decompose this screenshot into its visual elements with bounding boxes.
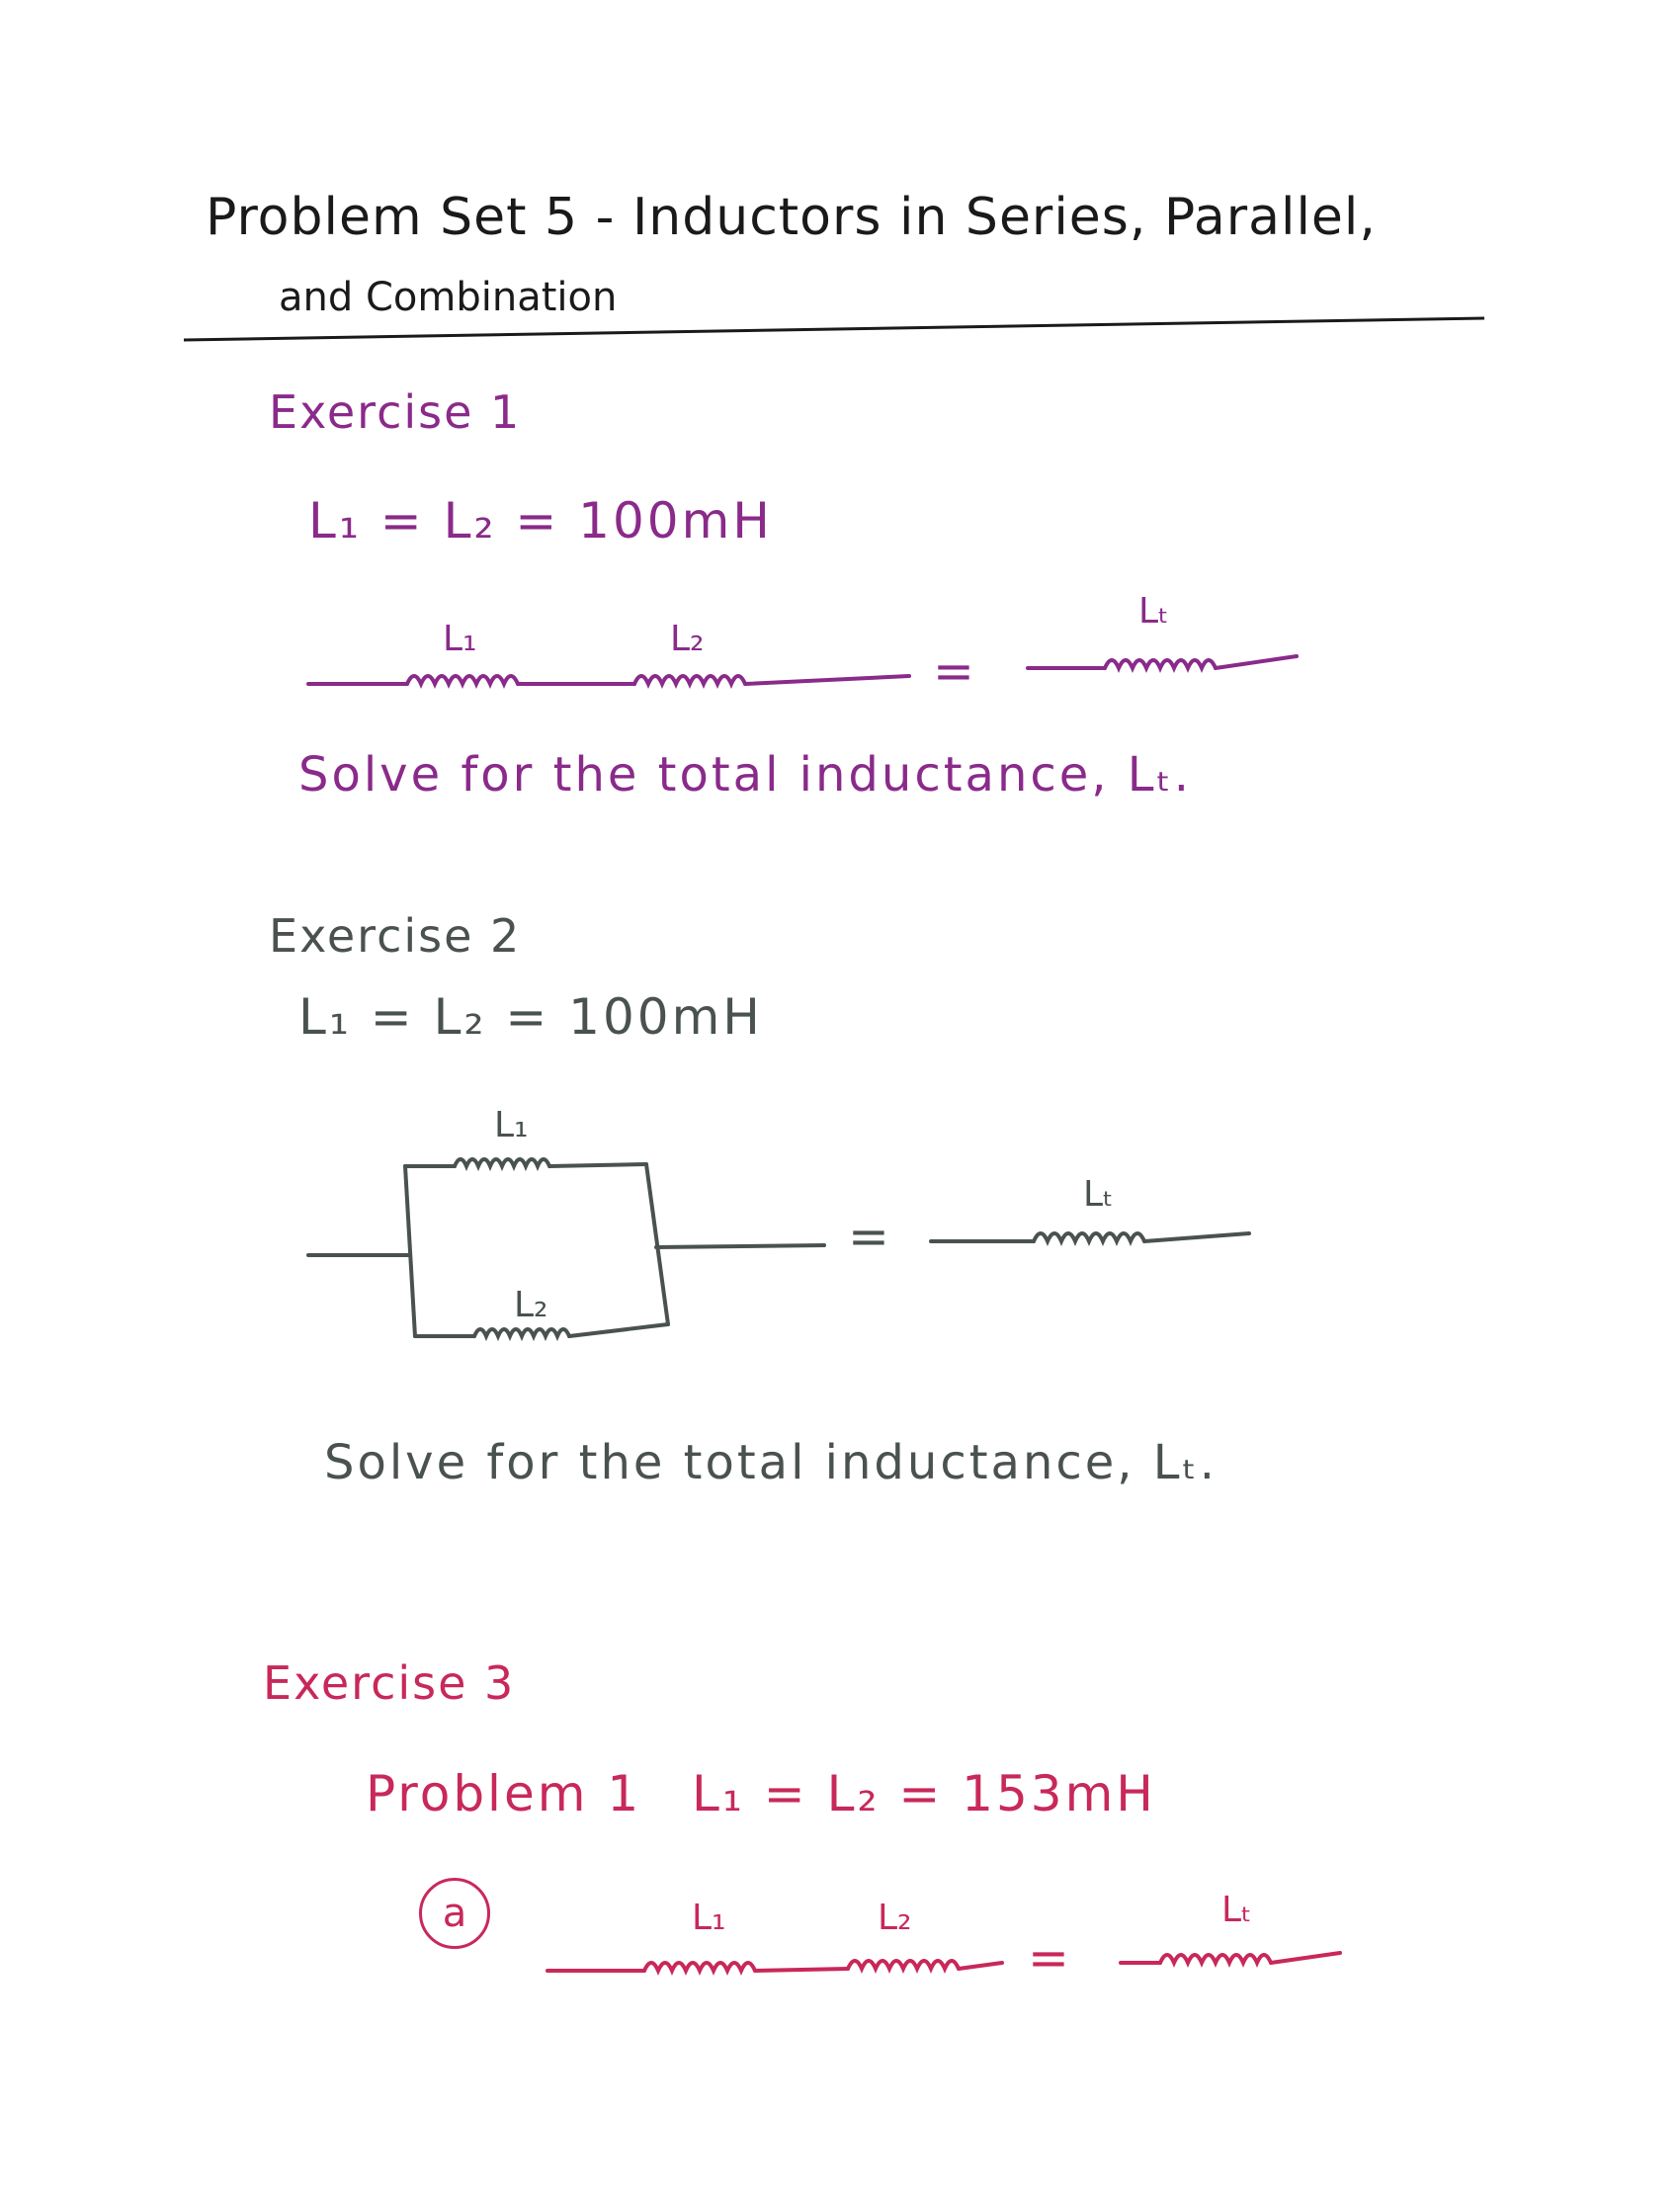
- exercise-3-wire-mid: [755, 1969, 848, 1971]
- exercise-3-equals: =: [1028, 1929, 1072, 1987]
- exercise-2-wire-out: [656, 1245, 824, 1247]
- exercise-1-heading: Exercise 1: [269, 385, 522, 439]
- exercise-2-given: L₁ = L₂ = 100mH: [298, 988, 763, 1046]
- exercise-1-inductor-l1: [407, 676, 518, 684]
- exercise-1-instruction: Solve for the total inductance, Lₜ.: [298, 747, 1192, 803]
- header-underline: [184, 318, 1484, 340]
- exercise-1-label-l1: L₁: [443, 619, 477, 659]
- exercise-3-label-lt: Lₜ: [1221, 1890, 1252, 1930]
- exercise-3-wire-right: [959, 1963, 1002, 1969]
- exercise-3-heading: Exercise 3: [263, 1656, 516, 1710]
- exercise-2-label-l1: L₁: [494, 1105, 529, 1145]
- exercise-3-part-letter: a: [419, 1878, 490, 1949]
- exercise-2-inductor-l2: [474, 1329, 569, 1336]
- exercise-2-bottom-wire-b: [569, 1324, 668, 1336]
- exercise-3-inductor-lt: [1160, 1955, 1271, 1963]
- exercise-1-inductor-l2: [634, 676, 745, 684]
- exercise-2-equals: =: [848, 1208, 892, 1265]
- exercise-2-heading: Exercise 2: [269, 909, 522, 963]
- exercise-2-left-rail: [405, 1166, 415, 1336]
- exercise-3-inductor-l1: [644, 1963, 755, 1971]
- exercise-3-label-l2: L₂: [878, 1898, 912, 1938]
- exercise-1-label-l2: L₂: [670, 619, 705, 659]
- exercise-3-inductor-l2: [848, 1961, 959, 1969]
- exercise-2-inductor-l1: [455, 1159, 549, 1166]
- exercise-1-inductor-lt: [1105, 660, 1216, 668]
- exercise-2-lt-wire-right: [1144, 1233, 1249, 1241]
- exercise-3-label-l1: L₁: [692, 1898, 726, 1938]
- exercise-2-inductor-lt: [1034, 1233, 1144, 1241]
- exercise-1-equals: =: [933, 642, 977, 700]
- page-subtitle: and Combination: [279, 275, 618, 320]
- exercise-2-right-rail: [646, 1164, 668, 1324]
- exercise-3-problem-label: Problem 1: [366, 1765, 642, 1822]
- exercise-2-instruction: Solve for the total inductance, Lₜ.: [324, 1435, 1218, 1490]
- exercise-3-given: L₁ = L₂ = 153mH: [692, 1765, 1156, 1822]
- page-title: Problem Set 5 - Inductors in Series, Parallel,: [206, 188, 1377, 247]
- exercise-2-label-l2: L₂: [514, 1285, 548, 1325]
- exercise-2-top-wire-b: [549, 1164, 646, 1166]
- exercise-1-lt-wire-right: [1216, 656, 1297, 668]
- exercise-2-label-lt: Lₜ: [1083, 1174, 1114, 1215]
- exercise-1-given: L₁ = L₂ = 100mH: [308, 492, 773, 550]
- exercise-3-lt-wire-right: [1271, 1953, 1340, 1963]
- exercise-1-wire-right: [745, 676, 909, 684]
- exercise-1-label-lt: Lₜ: [1138, 591, 1169, 632]
